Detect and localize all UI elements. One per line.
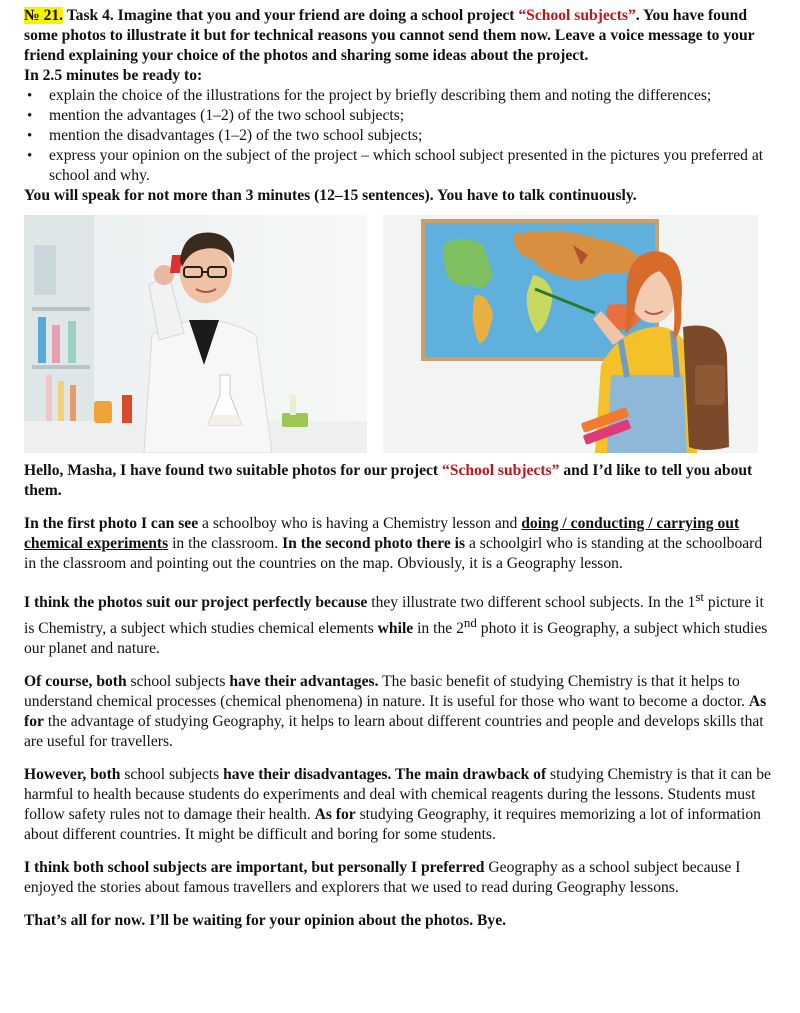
chemistry-photo bbox=[24, 215, 367, 453]
task-ready: In 2.5 minutes be ready to: bbox=[24, 67, 203, 84]
bullet-item: • express your opinion on the subject of the project – which school subject presented in the pictures you preferred at school and why. bbox=[49, 146, 776, 186]
bullet-item: • mention the advantages (1–2) of the two school subjects; bbox=[49, 106, 776, 126]
answer-paragraph-7: That’s all for now. I’ll be waiting for your opinion about the photos. Bye. bbox=[24, 912, 507, 930]
answer-paragraph-2: In the first photo I can see a schoolboy who is having a Chemistry lesson and doing / conducting / carrying out chemical experiments in the classroom. In the second photo there is a schoolgirl who is standing at the schoolboard in the classroom and pointing out the countries on the map. Obviously, it is a Geography lesson. bbox=[24, 515, 763, 572]
answer-paragraph-6: I think both school subjects are important, but personally I preferred Geography as a school subject because I enjoyed the stories about famous travellers and explorers that we used to read during Geography lessons. bbox=[24, 859, 741, 897]
answer-paragraph-1: Hello, Masha, I have found two suitable photos for our project “School subjects” and I’d like to tell you about them. bbox=[24, 462, 753, 499]
task-bullets bbox=[24, 86, 776, 186]
chemistry-boy-icon bbox=[24, 215, 367, 453]
project-name: “School subjects” bbox=[518, 7, 636, 24]
bullet-item: • mention the disadvantages (1–2) of the two school subjects; bbox=[49, 126, 776, 146]
answer-paragraph-3: I think the photos suit our project perfectly because they illustrate two different school subjects. In the 1st picture it is Chemistry, a subject which studies chemical elements while in the 2nd photo it is Geography, a subject which studies our planet and nature. bbox=[24, 589, 768, 658]
task-speak: You will speak for not more than 3 minutes (12–15 sentences). You have to talk continuously. bbox=[24, 187, 637, 204]
geography-photo bbox=[383, 215, 758, 453]
task-intro: № 21. Task 4. Imagine that you and your friend are doing a school project “School subjects”. You have found some photos to illustrate it but for technical reasons you cannot send them now. Leave a voice message to your friend explaining your choice of the photos and sharing some ideas about the project. bbox=[24, 7, 755, 64]
bullet-item: • explain the choice of the illustrations for the project by briefly describing them and noting the differences; bbox=[49, 86, 776, 106]
answer-paragraph-4: Of course, both school subjects have their advantages. The basic benefit of studying Chemistry is that it helps to understand chemical processes (chemical phenomena) in nature. It is useful for those who want to become a doctor. As for the advantage of studying Geography, it helps to learn about different countries and people and develops skills that are useful for travellers. bbox=[24, 673, 767, 751]
document-page bbox=[24, 6, 776, 931]
answer-paragraph-5: However, both school subjects have their disadvantages. The main drawback of studying Chemistry is that it can be harmful to health because students do experiments and deal with chemical reagents during the lessons. Students must follow safety rules not to damage their health. As for studying Geography, it requires memorizing a lot of information about different countries. It might be difficult and boring for some students. bbox=[24, 766, 771, 844]
photo-row bbox=[24, 215, 776, 461]
geography-girl-icon bbox=[383, 215, 758, 453]
task-number: № 21. bbox=[24, 7, 64, 24]
